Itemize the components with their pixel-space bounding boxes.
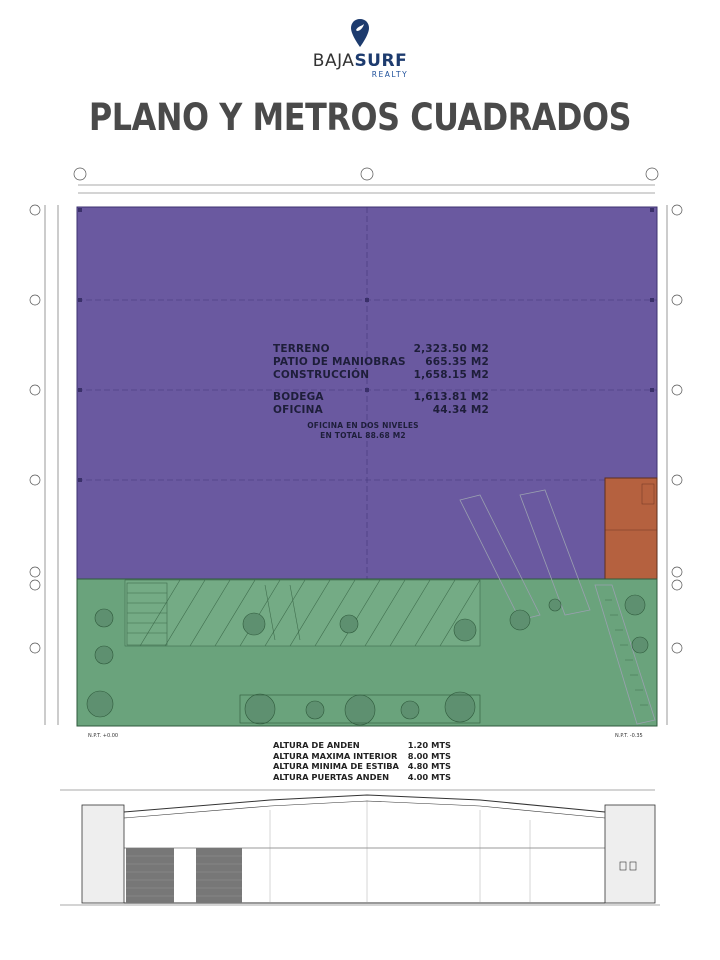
area-row <box>273 356 503 369</box>
height-label: ALTURA DE ANDEN <box>273 740 360 750</box>
brand-subtitle: REALTY <box>371 70 409 79</box>
area-row <box>273 369 503 382</box>
office-note-line2: EN TOTAL 88.68 M2 <box>320 431 406 440</box>
height-row <box>273 761 463 772</box>
elevation-section <box>60 790 660 905</box>
level-left: N.P.T. +0.00 <box>88 733 119 739</box>
area-row <box>273 391 503 404</box>
level-right: N.P.T. -0.35 <box>615 733 643 739</box>
area-row <box>273 343 503 356</box>
area-value: 1,613.81 M2 <box>413 391 489 403</box>
height-value: 4.80 MTS <box>407 761 451 771</box>
height-value: 4.00 MTS <box>407 771 451 782</box>
brand-name-part1: BAJA <box>312 51 355 71</box>
page-title: PLANO Y METROS CUADRADOS <box>88 96 632 139</box>
area-value: 665.35 M2 <box>425 356 489 368</box>
area-label: TERRENO <box>273 343 330 355</box>
height-row <box>273 740 463 751</box>
area-label: OFICINA <box>273 404 323 416</box>
height-row <box>273 772 463 783</box>
area-label: CONSTRUCCIÓN <box>273 369 370 381</box>
area-label: BODEGA <box>273 391 324 403</box>
area-row <box>273 404 503 417</box>
height-value: 1.20 MTS <box>407 740 451 750</box>
height-label: ALTURA PUERTAS ANDEN <box>273 771 390 782</box>
height-value: 8.00 MTS <box>407 750 451 761</box>
area-value: 2,323.50 M2 <box>413 343 489 355</box>
height-label: ALTURA MAXIMA INTERIOR <box>273 750 398 761</box>
area-value: 44.34 M2 <box>432 404 489 416</box>
areas-table <box>273 343 503 441</box>
brand-name-part2: SURF <box>354 51 408 71</box>
office-note-line1: OFICINA EN DOS NIVELES <box>307 421 419 430</box>
area-label: PATIO DE MANIOBRAS <box>273 356 406 368</box>
area-value: 1,658.15 M2 <box>413 369 489 381</box>
heights-table <box>273 740 463 782</box>
office-note <box>273 421 453 441</box>
height-row <box>273 751 463 762</box>
height-label: ALTURA MINIMA DE ESTIBA <box>273 761 399 771</box>
